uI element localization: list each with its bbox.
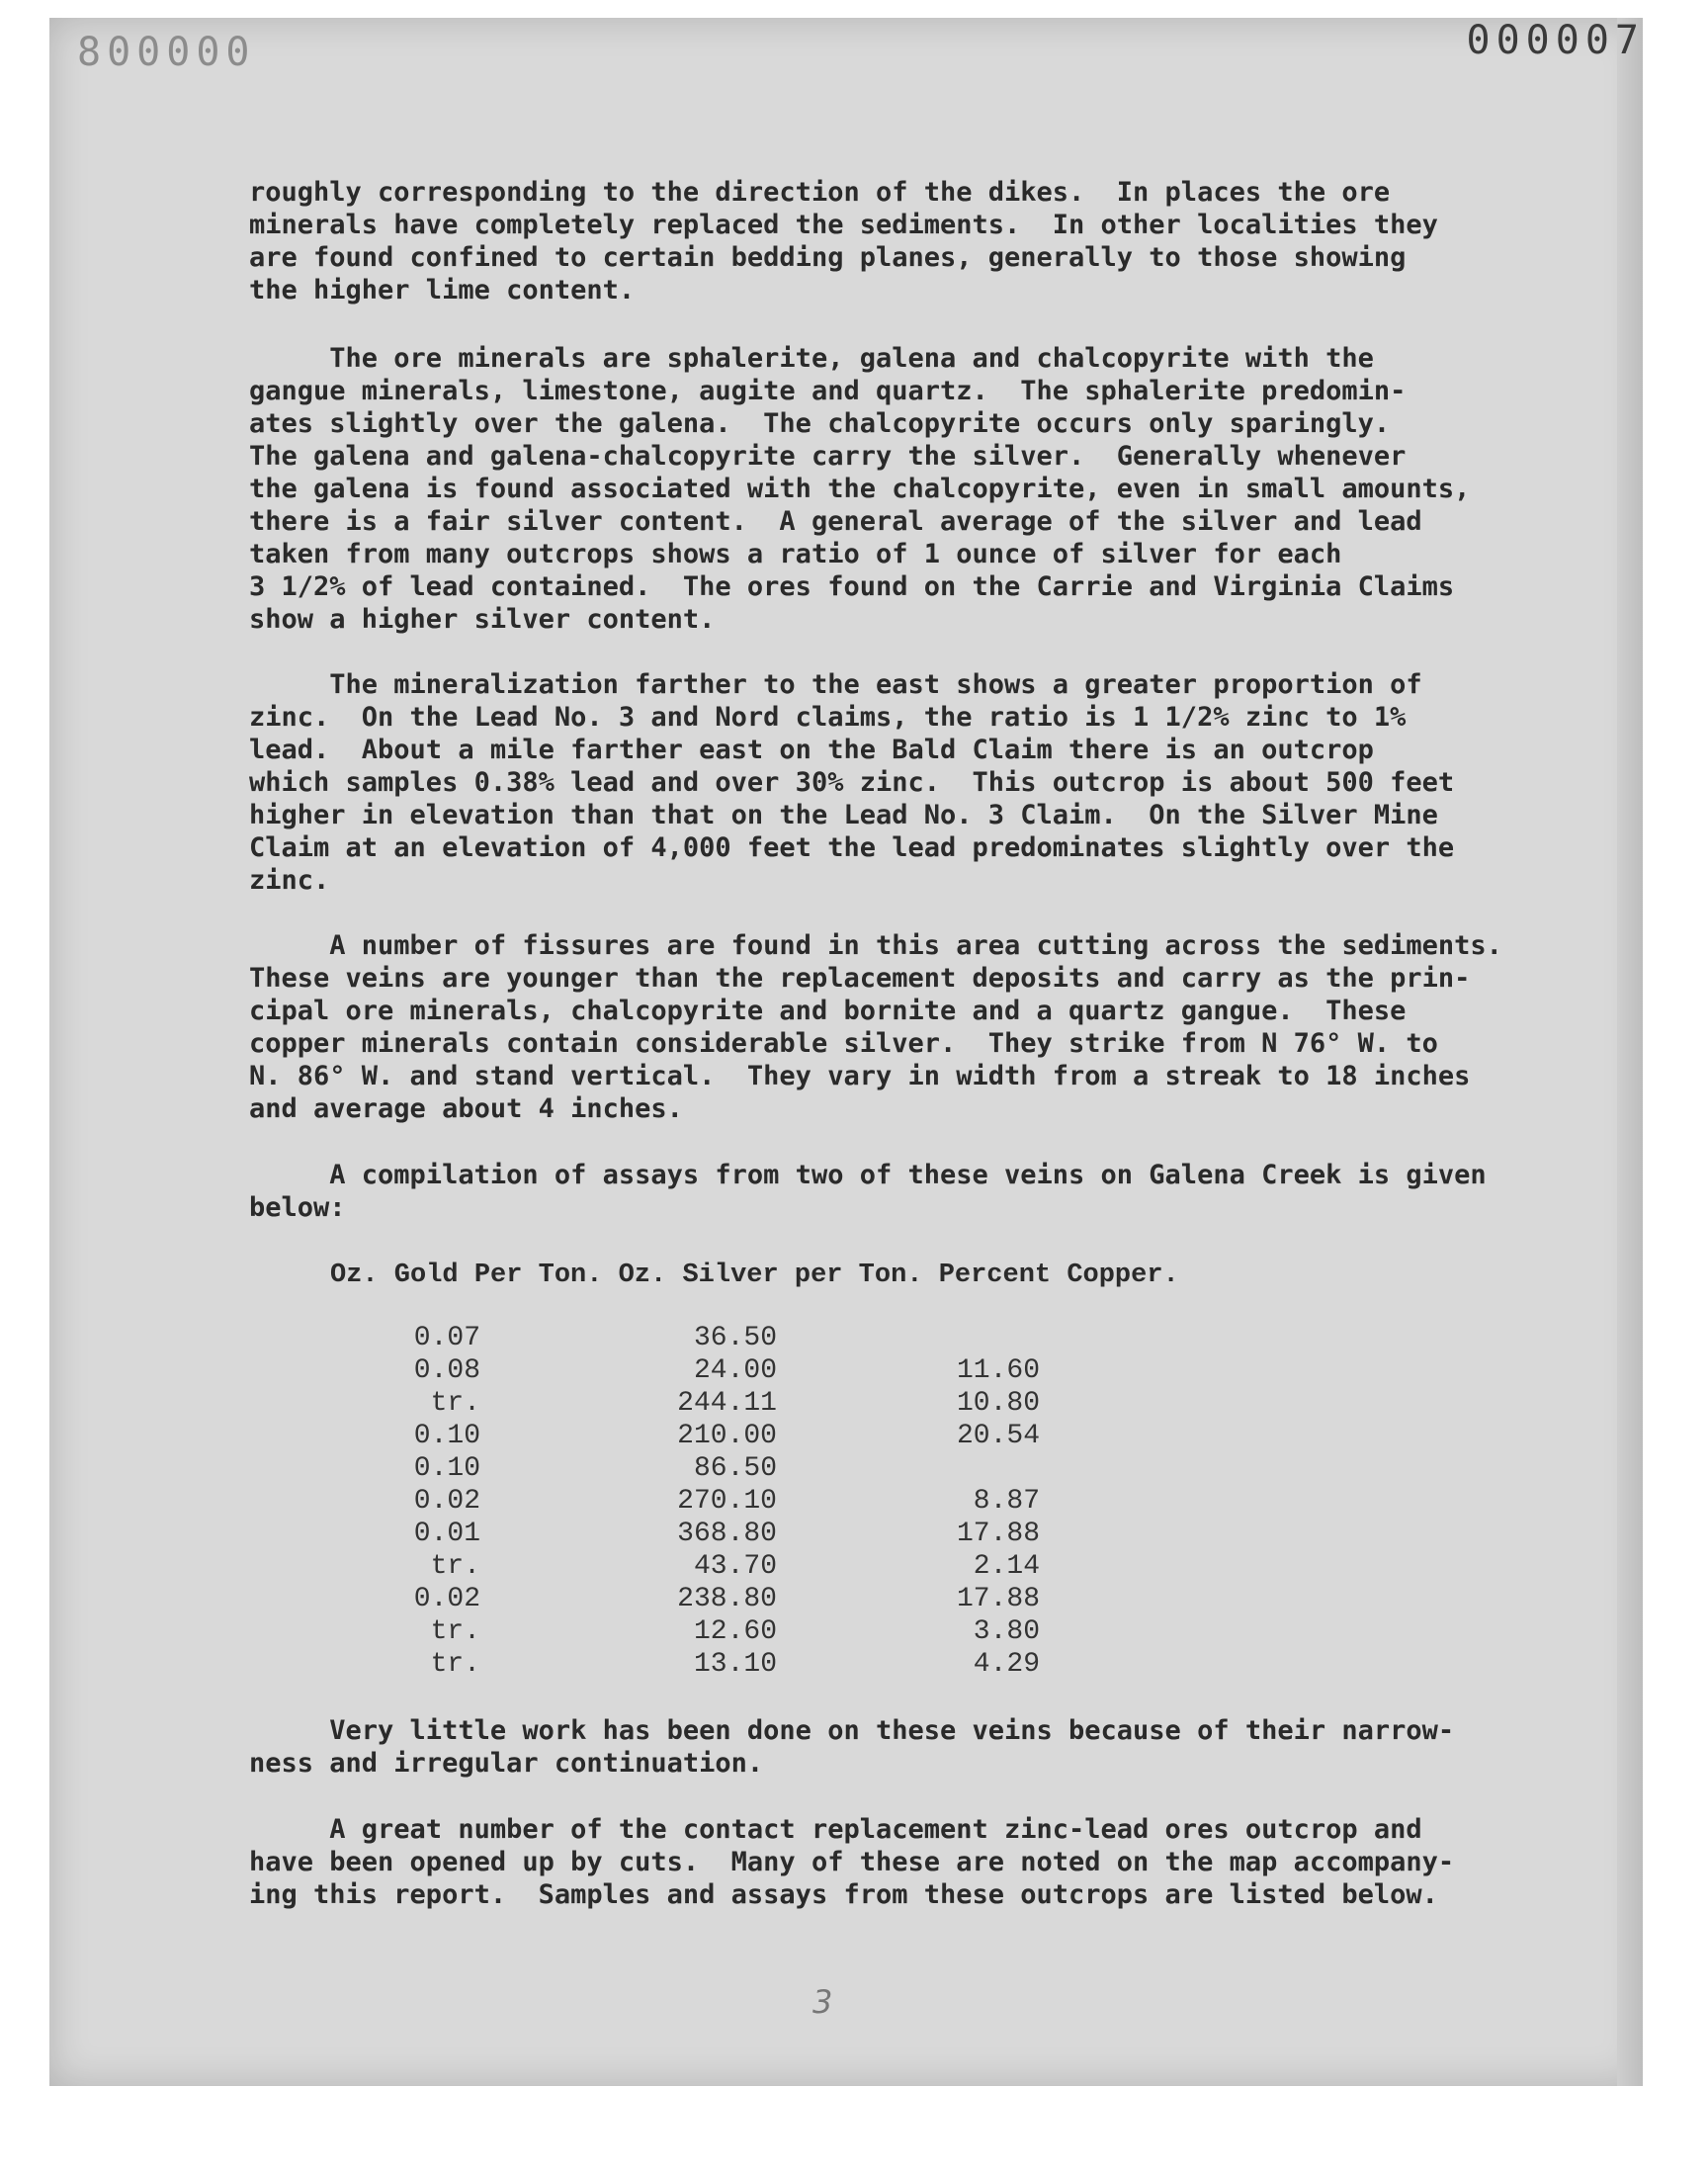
copper-cell: 10.80 bbox=[956, 1388, 1040, 1419]
copper-cell: 2.14 bbox=[973, 1551, 1040, 1582]
paragraph-dike-replacement: roughly corresponding to the direction of the dikes. In places the ore minerals have completely replaced the sediments. In other localities they are found confined to certain bedding planes, generally to those showing the higher lime content. bbox=[249, 177, 1438, 305]
paragraph-zinc-mineralization: The mineralization farther to the east shows a greater proportion of zinc. On the Lead No. 3 and Nord claims, the ratio is 1 1/2% zinc to 1% lead. About a mile farther east on the Bald Claim there is an outcrop which samples 0.38% lead and over 30% zinc. This outcrop is about 500 feet higher in elevation than that on the Lead No. 3 Claim. On the Silver Mine Claim at an elevation of 4,000 feet the lead predominates slightly over the zinc. bbox=[249, 669, 1455, 896]
copper-cell: 3.80 bbox=[973, 1616, 1040, 1647]
gold-cell: 0.02 bbox=[413, 1486, 480, 1517]
gold-cell: tr. bbox=[430, 1649, 480, 1680]
table-row bbox=[0, 1649, 1708, 1682]
table-row bbox=[0, 1486, 1708, 1519]
silver-cell: 244.11 bbox=[677, 1388, 777, 1419]
gold-cell: 0.02 bbox=[413, 1584, 480, 1614]
table-row bbox=[0, 1323, 1708, 1355]
page-number: 3 bbox=[812, 1983, 833, 2021]
table-row bbox=[0, 1388, 1708, 1421]
table-row bbox=[0, 1551, 1708, 1584]
silver-cell: 238.80 bbox=[677, 1584, 777, 1614]
copper-cell: 20.54 bbox=[956, 1421, 1040, 1451]
document-number-stamp-faded: 800000 bbox=[77, 30, 256, 75]
silver-cell: 13.10 bbox=[693, 1649, 777, 1680]
silver-cell: 210.00 bbox=[677, 1421, 777, 1451]
paragraph-outcrop-samples: A great number of the contact replacement zinc-lead ores outcrop and have been opened up by cuts. Many of these are noted on the map accompany- ing this report. Samples and assays from these outcrops are listed below. bbox=[249, 1814, 1455, 1910]
silver-cell: 368.80 bbox=[677, 1519, 777, 1549]
gold-cell: 0.10 bbox=[413, 1453, 480, 1484]
copper-cell: 11.60 bbox=[956, 1355, 1040, 1386]
silver-cell: 36.50 bbox=[693, 1323, 777, 1353]
gold-cell: 0.08 bbox=[413, 1355, 480, 1386]
gold-cell: tr. bbox=[430, 1388, 480, 1419]
gold-cell: tr. bbox=[430, 1551, 480, 1582]
paragraph-vein-work: Very little work has been done on these veins because of their narrow- ness and irregular continuation. bbox=[249, 1715, 1455, 1779]
copper-cell: 4.29 bbox=[973, 1649, 1040, 1680]
silver-cell: 12.60 bbox=[693, 1616, 777, 1647]
table-row bbox=[0, 1453, 1708, 1486]
gold-cell: 0.01 bbox=[413, 1519, 480, 1549]
table-row bbox=[0, 1421, 1708, 1453]
gold-cell: tr. bbox=[430, 1616, 480, 1647]
copper-cell: 17.88 bbox=[956, 1584, 1040, 1614]
gold-cell: 0.07 bbox=[413, 1323, 480, 1353]
assay-table-header: Oz. Gold Per Ton. Oz. Silver per Ton. Percent Copper. bbox=[330, 1261, 1179, 1290]
table-row bbox=[0, 1584, 1708, 1616]
table-row bbox=[0, 1519, 1708, 1551]
gold-cell: 0.10 bbox=[413, 1421, 480, 1451]
silver-cell: 270.10 bbox=[677, 1486, 777, 1517]
silver-cell: 43.70 bbox=[693, 1551, 777, 1582]
silver-cell: 24.00 bbox=[693, 1355, 777, 1386]
document-number-stamp: 000007 bbox=[1466, 18, 1645, 63]
page-edge bbox=[1617, 18, 1643, 2086]
silver-cell: 86.50 bbox=[693, 1453, 777, 1484]
copper-cell: 17.88 bbox=[956, 1519, 1040, 1549]
paragraph-fissure-veins: A number of fissures are found in this area cutting across the sediments. These veins are younger than the replacement deposits and carry as the prin- cipal ore minerals, chalcopyrite and bornite and a quartz gangue. These copper minerals contain considerable silver. They strike from N 76° W. to N. 86° W. and stand vertical. They vary in width from a streak to 18 inches and average about 4 inches. bbox=[249, 930, 1502, 1124]
table-row bbox=[0, 1616, 1708, 1649]
paragraph-ore-minerals: The ore minerals are sphalerite, galena and chalcopyrite with the gangue minerals, limestone, augite and quartz. The sphalerite predomin- ates slightly over the galena. The chalcopyrite occurs only sparingly. The galena and galena-chalcopyrite carry the silver. Generally whenever the galena is found associated with the chalcopyrite, even in small amounts, there is a fair silver content. A general average of the silver and lead taken from many outcrops shows a ratio of 1 ounce of silver for each 3 1/2% of lead contained. The ores found on the Carrie and Virginia Claims show a higher silver content. bbox=[249, 343, 1471, 635]
copper-cell: 8.87 bbox=[973, 1486, 1040, 1517]
table-row bbox=[0, 1355, 1708, 1388]
paragraph-assay-intro: A compilation of assays from two of these veins on Galena Creek is given below: bbox=[249, 1160, 1487, 1223]
